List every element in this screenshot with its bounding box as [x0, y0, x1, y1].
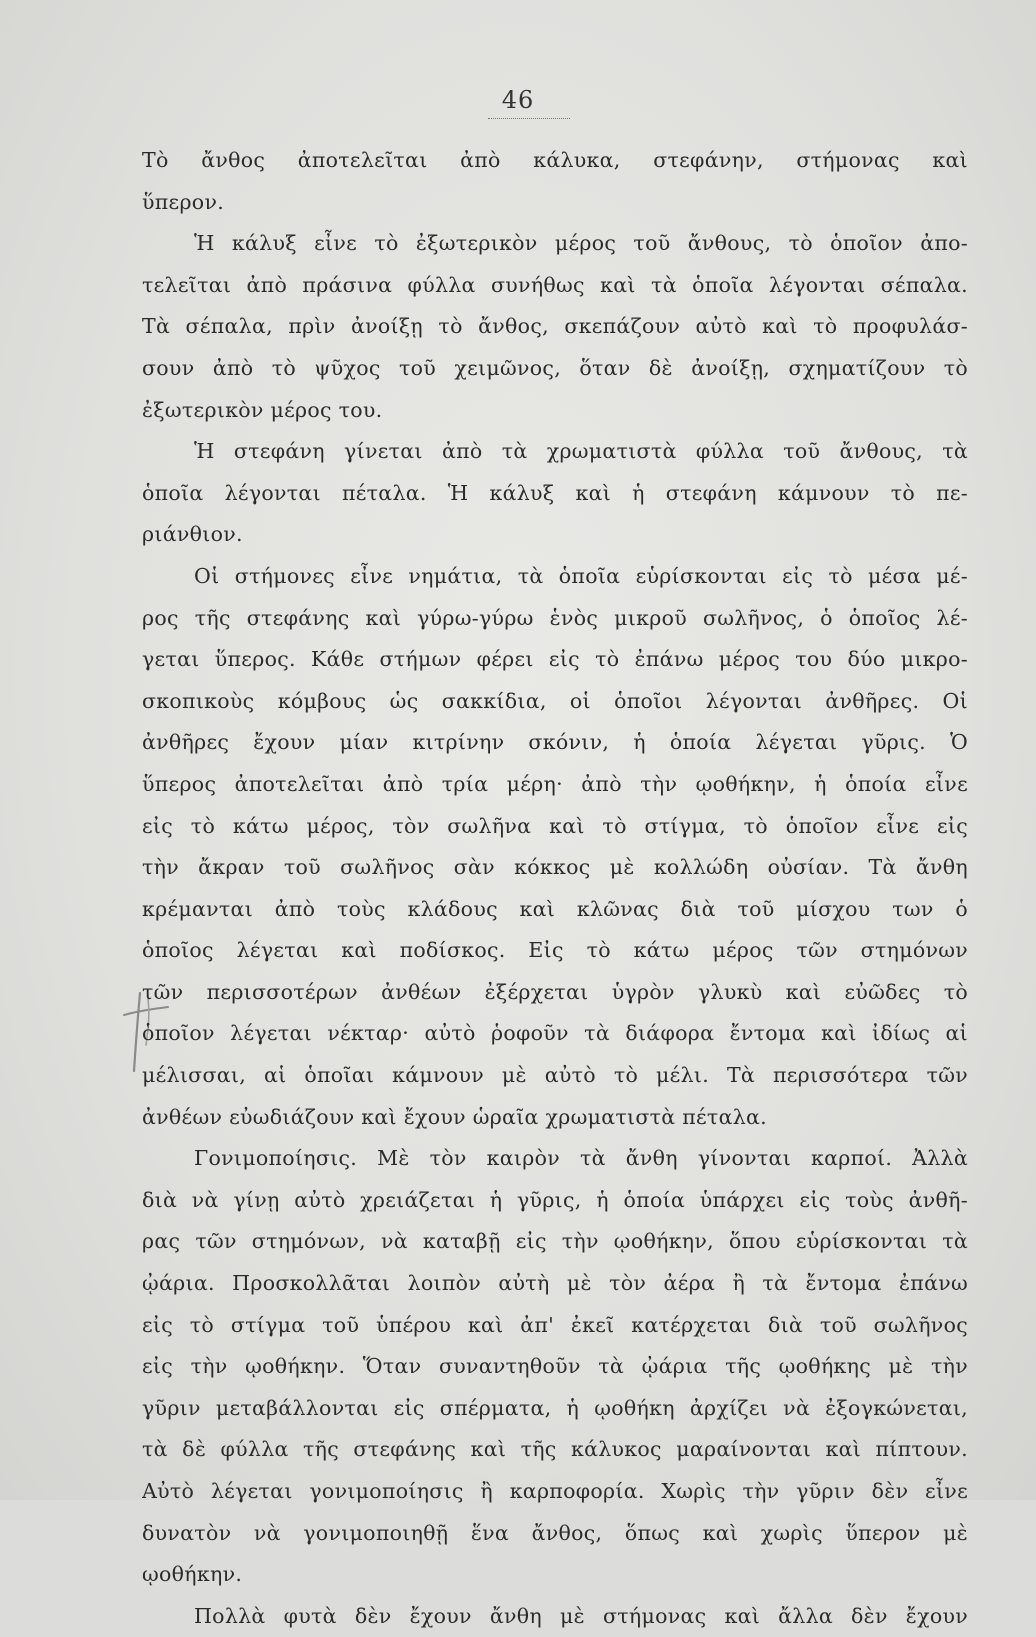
text-line: ἀνθέων εὐωδιάζουν καὶ ἔχουν ὡραῖα χρωματιστὰ πέταλα.	[142, 1104, 767, 1129]
text-line: ὁποῖον λέγεται νέκταρ· αὐτὸ ῥοφοῦν τὰ διάφορα ἔντομα καὶ ἰδίως αἱ	[142, 1021, 968, 1046]
text-line: ὁποῖα λέγονται πέταλα. Ἡ κάλυξ καὶ ἡ στεφάνη κάμνουν τὸ πε-	[142, 480, 968, 505]
text-line: ρος τῆς στεφάνης καὶ γύρω-γύρω ἑνὸς μικροῦ σωλῆνος, ὁ ὁποῖος λέ-	[142, 605, 968, 630]
text-line: γῦριν μεταβάλλονται εἰς σπέρματα, ἡ ῳοθήκη ἀρχίζει νὰ ἐξογκώνεται,	[142, 1395, 968, 1420]
text-line: ᾠάρια. Προσκολλᾶται λοιπὸν αὐτὴ μὲ τὸν ἀέρα ἢ τὰ ἔντομα ἐπάνω	[142, 1271, 968, 1296]
text-line: εἰς τὸ κάτω μέρος, τὸν σωλῆνα καὶ τὸ στίγμα, τὸ ὁποῖον εἶνε εἰς	[142, 813, 968, 838]
text-line: Τὰ σέπαλα, πρὶν ἀνοίξῃ τὸ ἄνθος, σκεπάζουν αὐτὸ καὶ τὸ προφυλάσ-	[142, 314, 968, 339]
text-line: τὴν ἄκραν τοῦ σωλῆνος σὰν κόκκος μὲ κολλώδη οὐσίαν. Τὰ ἄνθη	[142, 855, 968, 880]
text-line: κρέμανται ἀπὸ τοὺς κλάδους καὶ κλῶνας διὰ τοῦ μίσχου των ὁ	[142, 896, 968, 921]
text-line: εἰς τὴν ῳοθήκην. Ὅταν συναντηθοῦν τὰ ᾠάρια τῆς ῳοθήκης μὲ τὴν	[142, 1354, 968, 1379]
text-line: ὁποῖος λέγεται καὶ ποδίσκος. Εἰς τὸ κάτω μέρος τῶν στημόνων	[142, 938, 968, 963]
text-line: Γονιμοποίησις. Μὲ τὸν καιρὸν τὰ ἄνθη γίνονται καρποί. Ἀλλὰ	[194, 1146, 968, 1171]
text-line: Οἱ στήμονες εἶνε νημάτια, τὰ ὁποῖα εὑρίσκονται εἰς τὸ μέσα μέ-	[194, 563, 968, 588]
text-line: ὕπερος ἀποτελεῖται ἀπὸ τρία μέρη· ἀπὸ τὴν ῳοθήκην, ἡ ὁποία εἶνε	[142, 771, 968, 796]
text-line: σκοπικοὺς κόμβους ὡς σακκίδια, οἱ ὁποῖοι λέγονται ἀνθῆρες. Οἱ	[142, 688, 968, 713]
text-line: Πολλὰ φυτὰ δὲν ἔχουν ἄνθη μὲ στήμονας καὶ ἄλλα δὲν ἔχουν	[194, 1603, 968, 1628]
text-line: ῳοθήκην.	[142, 1562, 243, 1587]
body-text	[142, 140, 968, 1637]
page-number-rule	[488, 118, 570, 119]
text-line: Αὐτὸ λέγεται γονιμοποίησις ἢ καρποφορία. Χωρὶς τὴν γῦριν δὲν εἶνε	[142, 1479, 968, 1503]
text-line: ὕπερον.	[142, 189, 225, 214]
text-line: τῶν περισσοτέρων ἀνθέων ἐξέρχεται ὑγρὸν γλυκὺ καὶ εὐῶδες τὸ	[142, 979, 968, 1004]
text-line: τελεῖται ἀπὸ πράσινα φύλλα συνήθως καὶ τὰ ὁποῖα λέγονται σέπαλα.	[142, 272, 968, 297]
text-line: εἰς τὸ στίγμα τοῦ ὑπέρου καὶ ἀπ' ἐκεῖ κατέρχεται διὰ τοῦ σωλῆνος	[142, 1312, 968, 1337]
text-line: Τὸ ἄνθος ἀποτελεῖται ἀπὸ κάλυκα, στεφάνην, στήμονας καὶ	[142, 148, 968, 172]
text-line: τὰ δὲ φύλλα τῆς στεφάνης καὶ τῆς κάλυκος μαραίνονται καὶ πίπτουν.	[142, 1437, 968, 1462]
text-line: διὰ νὰ γίνῃ αὐτὸ χρειάζεται ἡ γῦρις, ἡ ὁποία ὑπάρχει εἰς τοὺς ἀνθῆ-	[142, 1187, 968, 1212]
page-number: 46	[501, 86, 535, 114]
text-line: γεται ὕπερος. Κάθε στήμων φέρει εἰς τὸ ἐπάνω μέρος του δύο μικρο-	[142, 647, 968, 672]
text-line: ρας τῶν στημόνων, νὰ καταβῇ εἰς τὴν ῳοθήκην, ὅπου εὑρίσκονται τὰ	[142, 1229, 968, 1254]
text-line: ριάνθιον.	[142, 522, 243, 547]
text-line: Ἡ στεφάνη γίνεται ἀπὸ τὰ χρωματιστὰ φύλλα τοῦ ἄνθους, τὰ	[194, 439, 968, 464]
text-line: ἀνθῆρες ἔχουν μίαν κιτρίνην σκόνιν, ἡ ὁποία λέγεται γῦρις. Ὁ	[142, 730, 968, 755]
text-line: μέλισσαι, αἱ ὁποῖαι κάμνουν μὲ αὐτὸ τὸ μέλι. Τὰ περισσότερα τῶν	[142, 1063, 968, 1088]
text-line: Ἡ κάλυξ εἶνε τὸ ἐξωτερικὸν μέρος τοῦ ἄνθους, τὸ ὁποῖον ἀπο-	[194, 231, 968, 256]
text-line: ἐξωτερικὸν μέρος του.	[142, 397, 383, 422]
text-line: δυνατὸν νὰ γονιμοποιηθῇ ἕνα ἄνθος, ὅπως καὶ χωρὶς ὕπερον μὲ	[142, 1520, 968, 1545]
text-line: σουν ἀπὸ τὸ ψῦχος τοῦ χειμῶνος, ὅταν δὲ ἀνοίξῃ, σχηματίζουν τὸ	[142, 355, 968, 380]
